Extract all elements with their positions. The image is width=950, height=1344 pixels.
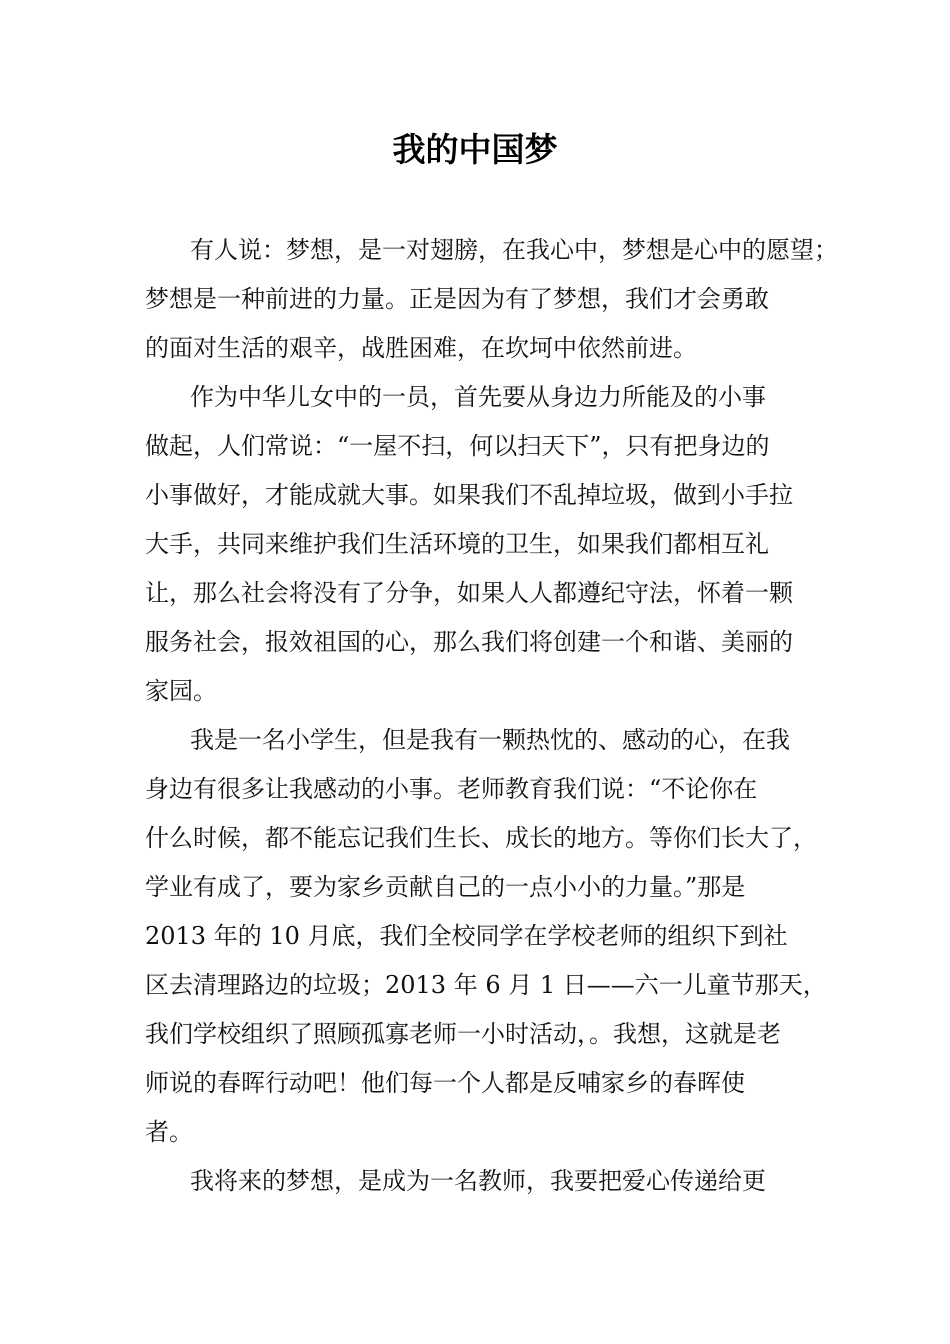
- paragraph-2-line-6: 服务社会，报效祖国的心，那么我们将创建一个和谐、美丽的: [145, 628, 793, 656]
- paragraph-2-line-5: 让，那么社会将没有了分争，如果人人都遵纪守法，怀着一颗: [145, 579, 793, 607]
- paragraph-4-line-1: 我将来的梦想，是成为一名教师，我要把爱心传递给更: [190, 1167, 766, 1195]
- paragraph-3-line-8: 师说的春晖行动吧！他们每一个人都是反哺家乡的春晖使: [145, 1069, 745, 1097]
- paragraph-2-line-2: 做起，人们常说：“一屋不扫，何以扫天下”，只有把身边的: [145, 432, 770, 460]
- paragraph-3-line-5: 2013 年的 10 月底，我们全校同学在学校老师的组织下到社: [145, 922, 788, 950]
- paragraph-3-line-1: 我是一名小学生，但是我有一颗热忱的、感动的心，在我: [190, 726, 790, 754]
- document-body: [145, 226, 838, 1206]
- paragraph-2-line-3: 小事做好，才能成就大事。如果我们不乱掉垃圾，做到小手拉: [145, 481, 793, 509]
- paragraph-1-line-3: 的面对生活的艰辛，战胜困难，在坎坷中依然前进。: [145, 334, 697, 362]
- paragraph-3-line-9: 者。: [145, 1118, 193, 1146]
- paragraph-3-line-3: 什么时候，都不能忘记我们生长、成长的地方。等你们长大了，: [145, 824, 817, 852]
- paragraph-3-line-7: 我们学校组织了照顾孤寡老师一小时活动，。我想，这就是老: [145, 1020, 781, 1048]
- paragraph-2-line-4: 大手，共同来维护我们生活环境的卫生，如果我们都相互礼: [145, 530, 769, 558]
- paragraph-1-line-1: 有人说：梦想，是一对翅膀，在我心中，梦想是心中的愿望；: [190, 236, 838, 264]
- paragraph-2-line-7: 家园。: [145, 677, 217, 705]
- paragraph-3-line-4: 学业有成了，要为家乡贡献自己的一点小小的力量。”那是: [145, 873, 746, 901]
- paragraph-2-line-1: 作为中华儿女中的一员，首先要从身边力所能及的小事: [190, 383, 766, 411]
- paragraph-3-line-2: 身边有很多让我感动的小事。老师教育我们说：“不论你在: [145, 775, 758, 803]
- paragraph-3-line-6: 区去清理路边的垃圾；2013 年 6 月 1 日——六一儿童节那天，: [145, 971, 827, 999]
- paragraph-1-line-2: 梦想是一种前进的力量。正是因为有了梦想，我们才会勇敢: [145, 285, 769, 313]
- document-title: 我的中国梦: [392, 130, 558, 169]
